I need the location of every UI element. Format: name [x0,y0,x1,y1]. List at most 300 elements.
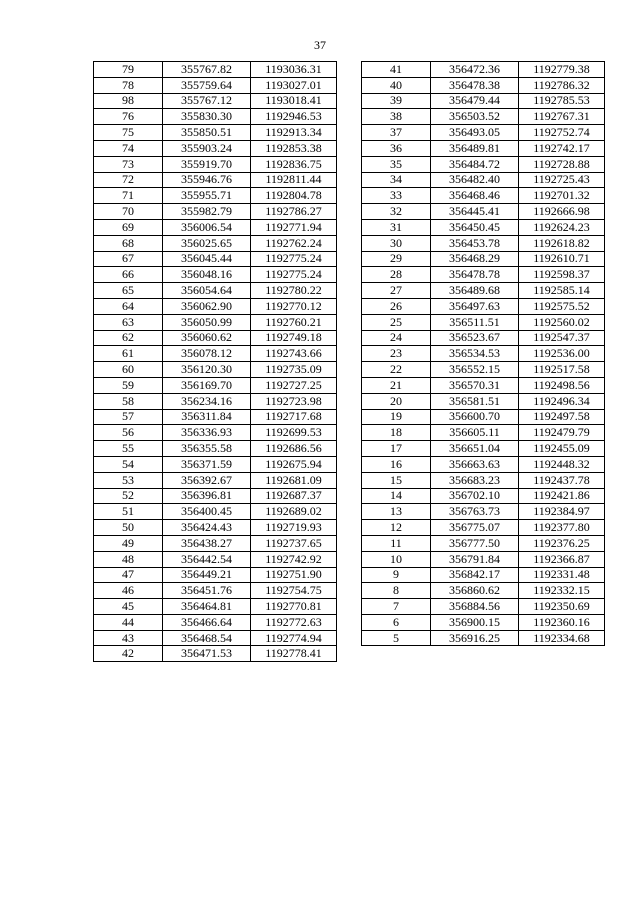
table-row [362,314,605,330]
table-row [94,551,337,567]
table-row [94,109,337,125]
x-coordinate-cell: 356445.41 [431,204,519,220]
x-coordinate-cell: 356663.63 [431,456,519,472]
point-number-cell: 98 [94,93,163,109]
point-number-cell: 61 [94,346,163,362]
y-coordinate-cell: 1192421.86 [519,488,605,504]
x-coordinate-cell: 355767.82 [163,62,251,78]
x-coordinate-cell: 356169.70 [163,377,251,393]
y-coordinate-cell: 1192496.34 [519,393,605,409]
x-coordinate-cell: 356471.53 [163,646,251,662]
point-number-cell: 50 [94,520,163,536]
point-number-cell: 34 [362,172,431,188]
x-coordinate-cell: 356523.67 [431,330,519,346]
point-number-cell: 72 [94,172,163,188]
table-row [362,504,605,520]
y-coordinate-cell: 1192610.71 [519,251,605,267]
table-row [94,599,337,615]
x-coordinate-cell: 356054.64 [163,283,251,299]
table-row [94,62,337,78]
x-coordinate-cell: 356581.51 [431,393,519,409]
point-number-cell: 75 [94,125,163,141]
point-number-cell: 78 [94,77,163,93]
y-coordinate-cell: 1192479.79 [519,425,605,441]
point-number-cell: 51 [94,504,163,520]
point-number-cell: 35 [362,156,431,172]
table-row [362,409,605,425]
x-coordinate-cell: 356791.84 [431,551,519,567]
y-coordinate-cell: 1192517.58 [519,362,605,378]
y-coordinate-cell: 1192770.12 [251,298,337,314]
point-number-cell: 56 [94,425,163,441]
y-coordinate-cell: 1192742.92 [251,551,337,567]
x-coordinate-cell: 356777.50 [431,535,519,551]
y-coordinate-cell: 1192448.32 [519,456,605,472]
point-number-cell: 28 [362,267,431,283]
table-row [94,298,337,314]
y-coordinate-cell: 1192497.58 [519,409,605,425]
y-coordinate-cell: 1192737.65 [251,535,337,551]
table-row [362,140,605,156]
x-coordinate-cell: 355850.51 [163,125,251,141]
point-number-cell: 63 [94,314,163,330]
table-row [362,520,605,536]
y-coordinate-cell: 1192350.69 [519,599,605,615]
x-coordinate-cell: 356048.16 [163,267,251,283]
x-coordinate-cell: 356371.59 [163,456,251,472]
table-row [94,425,337,441]
y-coordinate-cell: 1192675.94 [251,456,337,472]
point-number-cell: 31 [362,219,431,235]
table-row [362,156,605,172]
table-row [94,188,337,204]
x-coordinate-cell: 356842.17 [431,567,519,583]
point-number-cell: 40 [362,77,431,93]
y-coordinate-cell: 1192913.34 [251,125,337,141]
y-coordinate-cell: 1192624.23 [519,219,605,235]
point-number-cell: 17 [362,441,431,457]
x-coordinate-cell: 356534.53 [431,346,519,362]
point-number-cell: 55 [94,441,163,457]
table-row [94,346,337,362]
point-number-cell: 33 [362,188,431,204]
y-coordinate-cell: 1192771.94 [251,219,337,235]
table-row [94,251,337,267]
y-coordinate-cell: 1192687.37 [251,488,337,504]
coordinates-table-left [93,61,337,662]
x-coordinate-cell: 356479.44 [431,93,519,109]
y-coordinate-cell: 1192560.02 [519,314,605,330]
x-coordinate-cell: 356450.45 [431,219,519,235]
table-row [362,188,605,204]
x-coordinate-cell: 355767.12 [163,93,251,109]
x-coordinate-cell: 356355.58 [163,441,251,457]
point-number-cell: 67 [94,251,163,267]
point-number-cell: 49 [94,535,163,551]
x-coordinate-cell: 356468.29 [431,251,519,267]
y-coordinate-cell: 1192331.48 [519,567,605,583]
y-coordinate-cell: 1192760.21 [251,314,337,330]
y-coordinate-cell: 1192772.63 [251,614,337,630]
x-coordinate-cell: 356392.67 [163,472,251,488]
x-coordinate-cell: 356050.99 [163,314,251,330]
point-number-cell: 62 [94,330,163,346]
point-number-cell: 7 [362,599,431,615]
point-number-cell: 14 [362,488,431,504]
point-number-cell: 79 [94,62,163,78]
point-number-cell: 8 [362,583,431,599]
table-row [362,630,605,646]
y-coordinate-cell: 1192723.98 [251,393,337,409]
x-coordinate-cell: 356478.38 [431,77,519,93]
x-coordinate-cell: 356763.73 [431,504,519,520]
table-row [362,283,605,299]
table-row [94,393,337,409]
y-coordinate-cell: 1192699.53 [251,425,337,441]
y-coordinate-cell: 1192377.80 [519,520,605,536]
y-coordinate-cell: 1192804.78 [251,188,337,204]
table-row [94,409,337,425]
y-coordinate-cell: 1192775.24 [251,267,337,283]
point-number-cell: 76 [94,109,163,125]
x-coordinate-cell: 356453.78 [431,235,519,251]
table-row [94,441,337,457]
x-coordinate-cell: 356464.81 [163,599,251,615]
table-row [362,614,605,630]
table-row [94,314,337,330]
x-coordinate-cell: 356078.12 [163,346,251,362]
point-number-cell: 16 [362,456,431,472]
table-row [362,441,605,457]
point-number-cell: 39 [362,93,431,109]
table-row [362,77,605,93]
point-number-cell: 65 [94,283,163,299]
point-number-cell: 59 [94,377,163,393]
table-row [94,204,337,220]
y-coordinate-cell: 1192725.43 [519,172,605,188]
table-row [94,614,337,630]
y-coordinate-cell: 1192946.53 [251,109,337,125]
point-number-cell: 58 [94,393,163,409]
point-number-cell: 29 [362,251,431,267]
table-row [94,504,337,520]
x-coordinate-cell: 356006.54 [163,219,251,235]
point-number-cell: 41 [362,62,431,78]
table-row [94,156,337,172]
y-coordinate-cell: 1192384.97 [519,504,605,520]
y-coordinate-cell: 1192332.15 [519,583,605,599]
y-coordinate-cell: 1192770.81 [251,599,337,615]
point-number-cell: 74 [94,140,163,156]
point-number-cell: 52 [94,488,163,504]
table-row [94,646,337,662]
y-coordinate-cell: 1192360.16 [519,614,605,630]
table-row [362,172,605,188]
y-coordinate-cell: 1192547.37 [519,330,605,346]
table-row [94,219,337,235]
table-row [94,488,337,504]
x-coordinate-cell: 356468.54 [163,630,251,646]
table-row [94,93,337,109]
x-coordinate-cell: 356120.30 [163,362,251,378]
table-row [362,204,605,220]
table-row [362,346,605,362]
x-coordinate-cell: 356497.63 [431,298,519,314]
point-number-cell: 68 [94,235,163,251]
y-coordinate-cell: 1192786.27 [251,204,337,220]
table-row [362,125,605,141]
point-number-cell: 6 [362,614,431,630]
x-coordinate-cell: 356045.44 [163,251,251,267]
table-row [94,283,337,299]
y-coordinate-cell: 1192666.98 [519,204,605,220]
table-row [362,235,605,251]
point-number-cell: 46 [94,583,163,599]
x-coordinate-cell: 356484.72 [431,156,519,172]
point-number-cell: 26 [362,298,431,314]
table-row [94,77,337,93]
y-coordinate-cell: 1192742.17 [519,140,605,156]
y-coordinate-cell: 1192376.25 [519,535,605,551]
point-number-cell: 23 [362,346,431,362]
x-coordinate-cell: 356060.62 [163,330,251,346]
point-number-cell: 64 [94,298,163,314]
x-coordinate-cell: 356468.46 [431,188,519,204]
point-number-cell: 66 [94,267,163,283]
table-row [362,472,605,488]
table-row [362,377,605,393]
y-coordinate-cell: 1192853.38 [251,140,337,156]
y-coordinate-cell: 1192743.66 [251,346,337,362]
table-row [362,298,605,314]
x-coordinate-cell: 356478.78 [431,267,519,283]
y-coordinate-cell: 1192686.56 [251,441,337,457]
point-number-cell: 11 [362,535,431,551]
y-coordinate-cell: 1192751.90 [251,567,337,583]
x-coordinate-cell: 356311.84 [163,409,251,425]
table-row [94,362,337,378]
point-number-cell: 19 [362,409,431,425]
y-coordinate-cell: 1192735.09 [251,362,337,378]
y-coordinate-cell: 1192728.88 [519,156,605,172]
x-coordinate-cell: 356503.52 [431,109,519,125]
y-coordinate-cell: 1192727.25 [251,377,337,393]
y-coordinate-cell: 1192575.52 [519,298,605,314]
y-coordinate-cell: 1192717.68 [251,409,337,425]
x-coordinate-cell: 356396.81 [163,488,251,504]
point-number-cell: 37 [362,125,431,141]
point-number-cell: 20 [362,393,431,409]
x-coordinate-cell: 356683.23 [431,472,519,488]
y-coordinate-cell: 1192754.75 [251,583,337,599]
y-coordinate-cell: 1192762.24 [251,235,337,251]
table-row [94,330,337,346]
x-coordinate-cell: 356605.11 [431,425,519,441]
x-coordinate-cell: 356336.93 [163,425,251,441]
table-row [362,93,605,109]
x-coordinate-cell: 356900.15 [431,614,519,630]
y-coordinate-cell: 1192334.68 [519,630,605,646]
point-number-cell: 27 [362,283,431,299]
table-row [362,362,605,378]
y-coordinate-cell: 1192836.75 [251,156,337,172]
point-number-cell: 12 [362,520,431,536]
point-number-cell: 47 [94,567,163,583]
table-row [94,267,337,283]
y-coordinate-cell: 1192719.93 [251,520,337,536]
table-row [94,140,337,156]
table-row [362,330,605,346]
point-number-cell: 9 [362,567,431,583]
x-coordinate-cell: 356489.68 [431,283,519,299]
y-coordinate-cell: 1192779.38 [519,62,605,78]
point-number-cell: 21 [362,377,431,393]
x-coordinate-cell: 356025.65 [163,235,251,251]
x-coordinate-cell: 356570.31 [431,377,519,393]
y-coordinate-cell: 1192786.32 [519,77,605,93]
x-coordinate-cell: 356062.90 [163,298,251,314]
point-number-cell: 32 [362,204,431,220]
x-coordinate-cell: 356600.70 [431,409,519,425]
table-row [94,377,337,393]
x-coordinate-cell: 356493.05 [431,125,519,141]
table-row [362,425,605,441]
y-coordinate-cell: 1192585.14 [519,283,605,299]
y-coordinate-cell: 1192778.41 [251,646,337,662]
y-coordinate-cell: 1192366.87 [519,551,605,567]
x-coordinate-cell: 356860.62 [431,583,519,599]
point-number-cell: 15 [362,472,431,488]
y-coordinate-cell: 1192455.09 [519,441,605,457]
y-coordinate-cell: 1192780.22 [251,283,337,299]
point-number-cell: 22 [362,362,431,378]
x-coordinate-cell: 355919.70 [163,156,251,172]
table-row [362,251,605,267]
x-coordinate-cell: 356702.10 [431,488,519,504]
y-coordinate-cell: 1192618.82 [519,235,605,251]
point-number-cell: 24 [362,330,431,346]
point-number-cell: 30 [362,235,431,251]
table-row [94,520,337,536]
table-row [94,125,337,141]
x-coordinate-cell: 355903.24 [163,140,251,156]
x-coordinate-cell: 356552.15 [431,362,519,378]
point-number-cell: 45 [94,599,163,615]
table-row [94,172,337,188]
table-row [94,472,337,488]
y-coordinate-cell: 1193036.31 [251,62,337,78]
x-coordinate-cell: 356424.43 [163,520,251,536]
x-coordinate-cell: 355946.76 [163,172,251,188]
point-number-cell: 42 [94,646,163,662]
point-number-cell: 38 [362,109,431,125]
point-number-cell: 71 [94,188,163,204]
x-coordinate-cell: 356651.04 [431,441,519,457]
table-row [362,583,605,599]
x-coordinate-cell: 356884.56 [431,599,519,615]
point-number-cell: 54 [94,456,163,472]
table-row [94,630,337,646]
point-number-cell: 13 [362,504,431,520]
point-number-cell: 25 [362,314,431,330]
x-coordinate-cell: 356442.54 [163,551,251,567]
coordinates-table-right [361,61,605,646]
x-coordinate-cell: 355759.64 [163,77,251,93]
y-coordinate-cell: 1192785.53 [519,93,605,109]
x-coordinate-cell: 356466.64 [163,614,251,630]
table-row [94,583,337,599]
point-number-cell: 44 [94,614,163,630]
table-row [94,567,337,583]
y-coordinate-cell: 1192749.18 [251,330,337,346]
y-coordinate-cell: 1193027.01 [251,77,337,93]
x-coordinate-cell: 356438.27 [163,535,251,551]
point-number-cell: 43 [94,630,163,646]
x-coordinate-cell: 355982.79 [163,204,251,220]
point-number-cell: 53 [94,472,163,488]
x-coordinate-cell: 356482.40 [431,172,519,188]
y-coordinate-cell: 1192752.74 [519,125,605,141]
point-number-cell: 10 [362,551,431,567]
table-row [362,551,605,567]
table-row [362,109,605,125]
x-coordinate-cell: 356511.51 [431,314,519,330]
x-coordinate-cell: 356472.36 [431,62,519,78]
y-coordinate-cell: 1192767.31 [519,109,605,125]
x-coordinate-cell: 356916.25 [431,630,519,646]
table-row [362,567,605,583]
y-coordinate-cell: 1192598.37 [519,267,605,283]
table-row [362,456,605,472]
x-coordinate-cell: 356489.81 [431,140,519,156]
table-row [362,219,605,235]
point-number-cell: 60 [94,362,163,378]
table-row [362,393,605,409]
y-coordinate-cell: 1192774.94 [251,630,337,646]
x-coordinate-cell: 356234.16 [163,393,251,409]
point-number-cell: 69 [94,219,163,235]
table-row [362,62,605,78]
point-number-cell: 5 [362,630,431,646]
y-coordinate-cell: 1192811.44 [251,172,337,188]
point-number-cell: 48 [94,551,163,567]
table-row [94,235,337,251]
x-coordinate-cell: 355955.71 [163,188,251,204]
point-number-cell: 73 [94,156,163,172]
y-coordinate-cell: 1192689.02 [251,504,337,520]
point-number-cell: 18 [362,425,431,441]
y-coordinate-cell: 1192775.24 [251,251,337,267]
x-coordinate-cell: 356449.21 [163,567,251,583]
table-row [94,535,337,551]
point-number-cell: 70 [94,204,163,220]
x-coordinate-cell: 355830.30 [163,109,251,125]
page-number: 37 [314,38,326,52]
y-coordinate-cell: 1192681.09 [251,472,337,488]
table-row [362,535,605,551]
y-coordinate-cell: 1192498.56 [519,377,605,393]
table-row [94,456,337,472]
table-row [362,267,605,283]
point-number-cell: 57 [94,409,163,425]
table-row [362,488,605,504]
y-coordinate-cell: 1192701.32 [519,188,605,204]
y-coordinate-cell: 1192536.00 [519,346,605,362]
point-number-cell: 36 [362,140,431,156]
x-coordinate-cell: 356451.76 [163,583,251,599]
y-coordinate-cell: 1193018.41 [251,93,337,109]
x-coordinate-cell: 356775.07 [431,520,519,536]
